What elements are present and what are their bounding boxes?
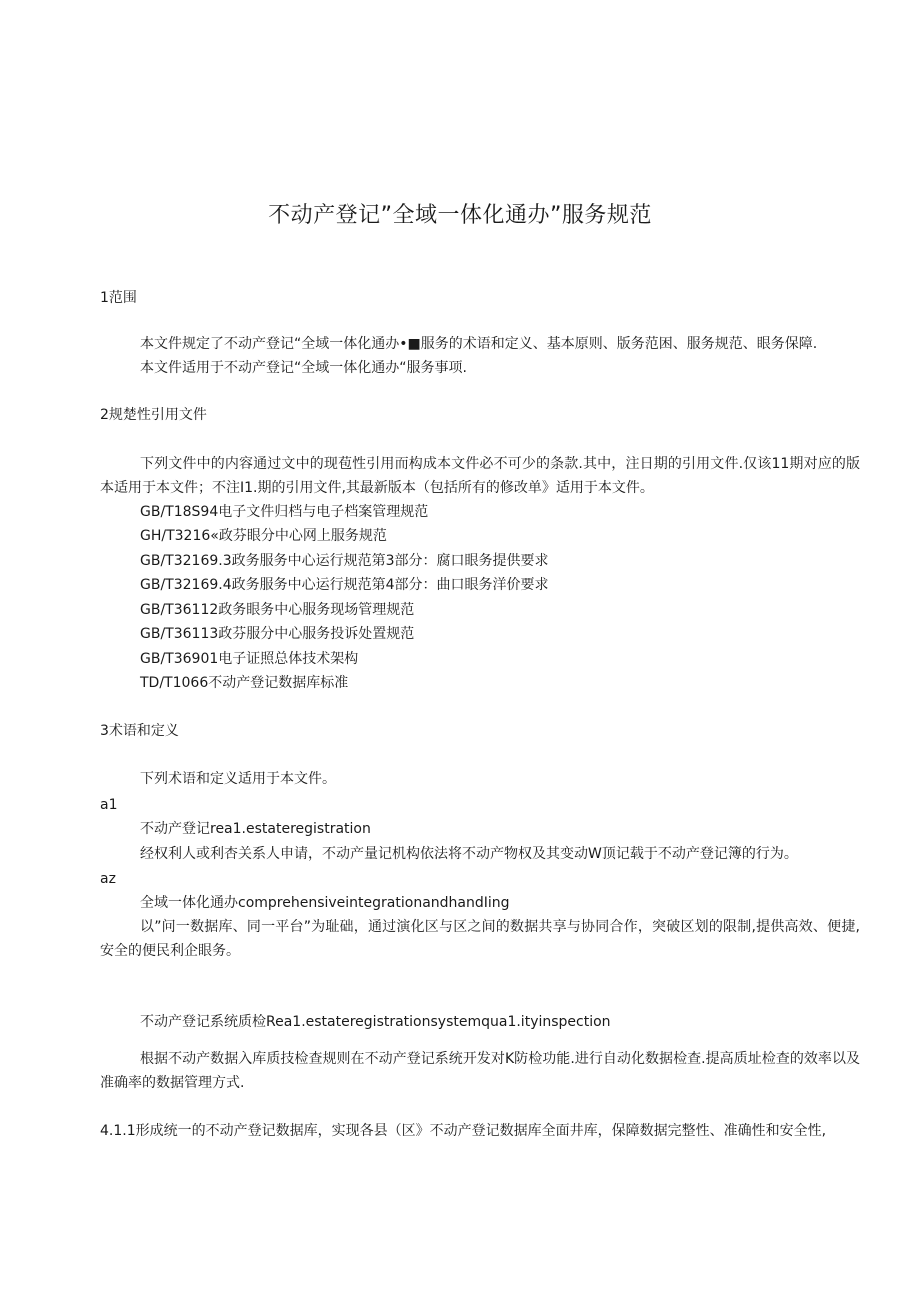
reference-item: GB/T36113政芬服分中心服务投诉处置规范 bbox=[140, 626, 415, 642]
document-title: 不动产登记”全域一体化通办”服务规范 bbox=[268, 203, 652, 228]
section-1-heading: 1范围 bbox=[100, 290, 137, 306]
section-3-heading: 3术语和定义 bbox=[100, 723, 179, 739]
term-2-name: 全域一体化通办comprehensiveintegrationandhandIing bbox=[140, 895, 510, 911]
reference-item: GB/T32169.3政务服务中心运行规范第3部分：腐口眼务提供要求 bbox=[140, 553, 549, 569]
term-1-definition: 经权利人或利杏关系人申请，不动产量记机构依法将不动产物权及其变动W顶记载于不动产登记簿的行为。 bbox=[140, 846, 798, 862]
term-2-definition: 以”问一数据库、同一平台”为耻础，通过演化区与区之间的数据共享与协同合作，突破区划的限制,提供高效、便捷,安全的便民利企眼务。 bbox=[100, 919, 860, 959]
reference-item: GB/T32169.4政务服务中心运行规范第4部分：曲口眼务洋价要求 bbox=[140, 577, 549, 593]
reference-item: GH/T3216«政芬眼分中心网上服务规范 bbox=[140, 528, 387, 544]
item-4-1-1: 4.1.1形成统一的不动产登记数据库，实现各县（区》不动产登记数据库全面井库，保障数据完整性、准确性和安全性, bbox=[100, 1123, 827, 1139]
reference-item: GB/T18S94电子文件归档与电子档案管理规范 bbox=[140, 504, 429, 520]
term-2-label: az bbox=[100, 871, 116, 887]
section-1-paragraph-2: 本文件适用于不动产登记“全域一体化通办“服务事项. bbox=[140, 360, 467, 376]
section-1-paragraph-1: 本文件规定了不动产登记“全域一体化通办•■服务的术语和定义、基本原则、版务范困、服务规范、眼务保障. bbox=[140, 336, 818, 352]
term-1-label: a1 bbox=[100, 797, 118, 813]
term-3-definition: 根据不动产数据入库质技检查规则在不动产登记系统开发对K防检功能.进行自动化数据检查.提高质址检查的效率以及准确率的数据管理方式. bbox=[100, 1051, 860, 1091]
reference-item: GB/T36901电子证照总体技术架构 bbox=[140, 651, 359, 667]
term-3-name: 不动产登记系统质检Rea1.estateregistrationsystemqua1.ityinspection bbox=[140, 1014, 611, 1030]
reference-item: GB/T36112政务眼务中心服务现场管理规范 bbox=[140, 602, 415, 618]
section-2-heading: 2规楚性引用文件 bbox=[100, 407, 207, 423]
section-3-intro: 下列术语和定义适用于本文件。 bbox=[140, 771, 336, 787]
reference-item: TD/T1066不动产登记数据库标准 bbox=[140, 675, 349, 691]
section-2-paragraph-1: 下列文件中的内容通过文中的现苞性引用而构成本文件必不可少的条款.其中，注日期的引用文件.仅该11期对应的版本适用于本文件；不注I1.期的引用文件,其最新版本（包括所有的修改单》适用于本文件。 bbox=[100, 456, 860, 496]
term-1-name: 不动产登记rea1.estateregistration bbox=[140, 821, 371, 837]
